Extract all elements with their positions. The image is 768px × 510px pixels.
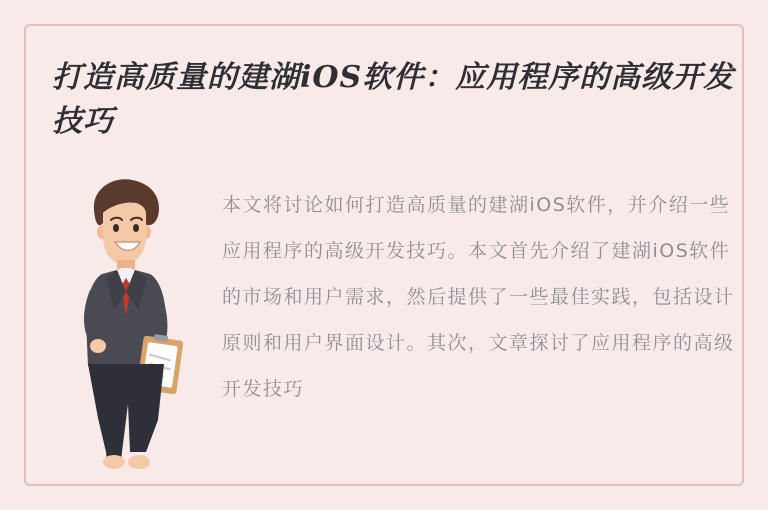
man-with-clipboard-illustration	[62, 170, 202, 470]
article-body: 本文将讨论如何打造高质量的建湖iOS软件，并介绍一些应用程序的高级开发技巧。本文首先介绍了建湖iOS软件的市场和用户需求，然后提供了一些最佳实践，包括设计原则和用户界面设计。其次，文章探讨了应用程序的高级开发技巧	[222, 194, 735, 400]
page-title: 打造高质量的建湖iOS软件：应用程序的高级开发技巧	[52, 60, 735, 139]
